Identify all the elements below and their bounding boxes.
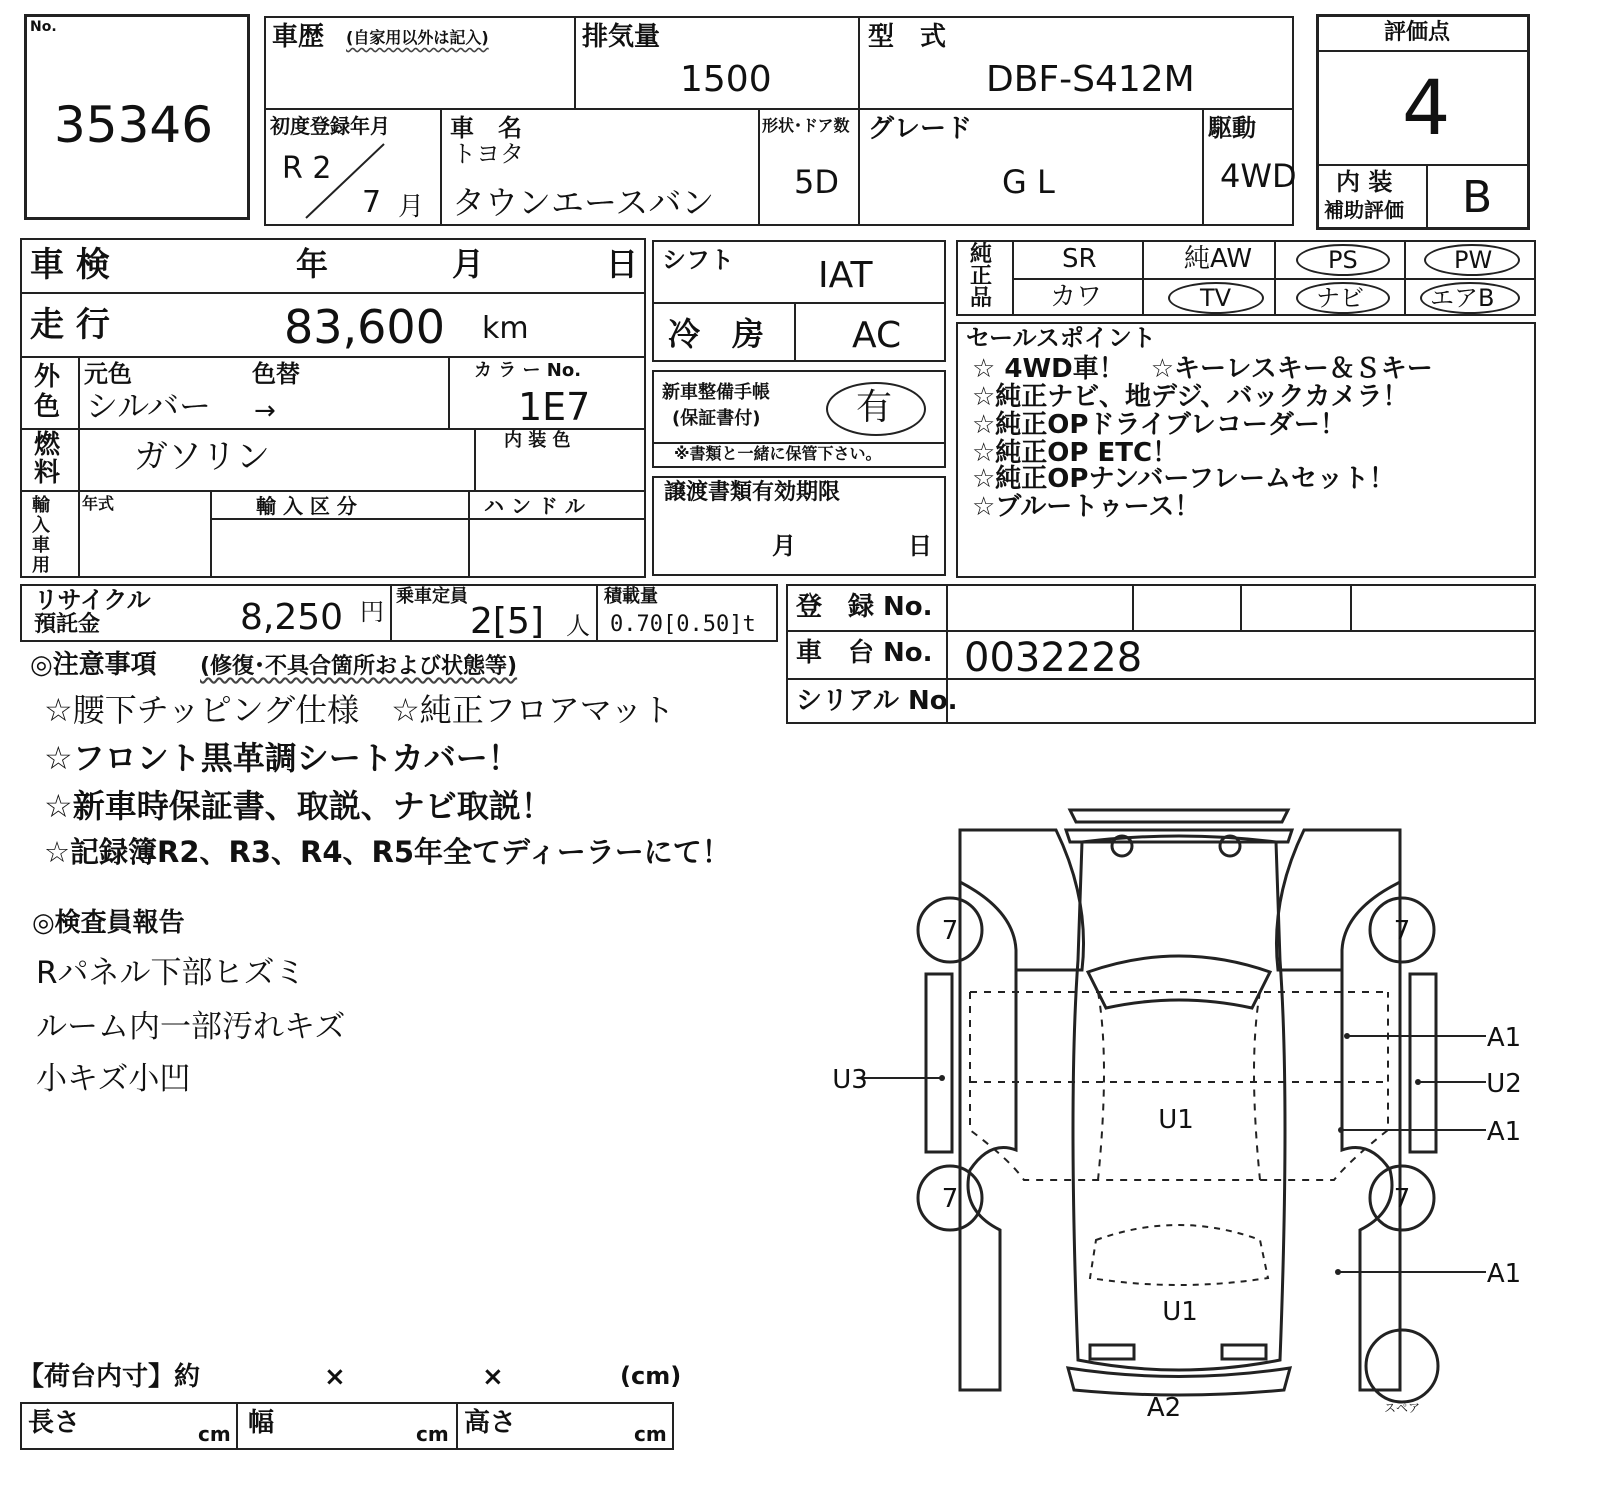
transfer-label: 譲渡書類有効期限 bbox=[664, 480, 841, 505]
recycle-unit: 円 bbox=[360, 598, 384, 626]
cargo-times-2: × bbox=[482, 1362, 504, 1392]
note-line-2: ☆フロント黒革調シートカバー！ bbox=[44, 739, 520, 777]
ac-label: 冷 房 bbox=[668, 315, 765, 353]
score-value: 4 bbox=[1402, 63, 1451, 152]
equip-airbag: エアB bbox=[1430, 284, 1495, 312]
exterior-label-2: 色 bbox=[34, 392, 61, 422]
exterior-color-value: シルバー bbox=[86, 387, 211, 425]
notes-title: ◎注意事項 bbox=[30, 650, 157, 680]
equip-leather: カワ bbox=[1050, 282, 1103, 312]
serial-no-label: シリアル No. bbox=[796, 686, 958, 716]
first-reg-label: 初度登録年月 bbox=[270, 114, 390, 138]
cargo-table bbox=[20, 1402, 674, 1450]
manual-label-2: (保証書付) bbox=[672, 408, 761, 429]
car-name: タウンエースバン bbox=[452, 183, 715, 222]
load-value: 0.70[0.50]t bbox=[610, 612, 756, 637]
capacity-label: 乗車定員 bbox=[396, 586, 468, 607]
color-change-arrow: → bbox=[254, 396, 276, 426]
body-label: 形状･ドア数 bbox=[762, 116, 850, 135]
drive-value: 4WD bbox=[1220, 157, 1297, 195]
fuel-label-1: 燃 bbox=[34, 430, 61, 460]
orig-color-label: 元色 bbox=[84, 360, 132, 388]
handle-label: ハ ン ド ル bbox=[484, 494, 585, 518]
sales-point-line-1: ☆ 4WD車！ ☆キーレスキー＆Ｓキー bbox=[972, 354, 1433, 384]
exterior-label-1: 外 bbox=[34, 362, 61, 392]
cargo-length-label: 長さ bbox=[28, 1408, 81, 1438]
tire-front-left: 7 bbox=[941, 1184, 959, 1214]
equip-sr: SR bbox=[1062, 244, 1097, 274]
fuel-value: ガソリン bbox=[134, 437, 270, 477]
cargo-times-1: × bbox=[324, 1362, 346, 1392]
reg-no-label: 登 録 No. bbox=[796, 592, 933, 622]
car-maker: トヨタ bbox=[452, 140, 524, 168]
note-line-4: ☆記録簿R2、R3、R4、R5年全てディーラーにて！ bbox=[44, 835, 731, 869]
grade-value: G L bbox=[1002, 163, 1055, 201]
equip-tv: TV bbox=[1200, 284, 1232, 312]
note-line-1: ☆腰下チッピング仕様 ☆純正フロアマット bbox=[44, 691, 675, 729]
spare-label: スペア bbox=[1383, 1401, 1421, 1415]
mileage-value: 83,600 bbox=[284, 300, 445, 354]
inspector-line-2: ルーム内一部汚れキズ bbox=[36, 1009, 346, 1045]
model-code-label: 型 式 bbox=[868, 22, 947, 52]
fuel-label-2: 料 bbox=[34, 458, 61, 488]
notes-subtitle: (修復･不具合箇所および状態等) bbox=[200, 654, 518, 679]
cargo-height-label: 高さ bbox=[464, 1408, 517, 1438]
ac-value: AC bbox=[852, 315, 902, 356]
mark-a1-upper: A1 bbox=[1486, 1023, 1522, 1053]
sales-points-label: セールスポイント bbox=[966, 324, 1156, 352]
sales-point-line-6: ☆ブルートゥース！ bbox=[972, 492, 1201, 522]
chassis-no-value: 0032228 bbox=[964, 635, 1143, 681]
sales-point-line-4: ☆純正OP ETC！ bbox=[972, 438, 1179, 468]
displacement-value: 1500 bbox=[680, 59, 772, 100]
inspector-line-1: Rパネル下部ヒズミ bbox=[36, 955, 306, 991]
chassis-no-label: 車 台 No. bbox=[796, 638, 933, 668]
load-label: 積載量 bbox=[604, 586, 658, 607]
capacity-value: 2[5] bbox=[470, 601, 544, 642]
note-line-3: ☆新車時保証書、取説、ナビ取説！ bbox=[44, 787, 553, 825]
recycle-label-2: 預託金 bbox=[34, 612, 101, 637]
grade-label: グレード bbox=[868, 114, 973, 144]
mark-u1-hood: U1 bbox=[1162, 1297, 1198, 1327]
cargo-title: 【荷台内寸】約 bbox=[18, 1362, 201, 1392]
mark-u3: U3 bbox=[832, 1065, 868, 1095]
model-code-value: DBF-S412M bbox=[986, 59, 1195, 100]
manual-note: ※書類と一緒に保管下さい。 bbox=[674, 444, 882, 463]
cargo-length-unit: cm bbox=[198, 1422, 231, 1446]
displacement-label: 排気量 bbox=[582, 22, 661, 52]
color-no-label: カ ラ ー No. bbox=[474, 360, 582, 381]
shift-value: IAT bbox=[818, 255, 873, 296]
car-name-label: 車 名 bbox=[450, 114, 522, 142]
interior-score-label-1: 内 装 bbox=[1336, 168, 1393, 196]
import-year-label: 年式 bbox=[82, 494, 115, 513]
equip-alloy-wheels: 純AW bbox=[1184, 244, 1253, 274]
capacity-unit: 人 bbox=[566, 612, 590, 640]
equip-pw: PW bbox=[1454, 246, 1493, 274]
sales-point-line-3: ☆純正OPドライブレコーダー！ bbox=[972, 410, 1346, 440]
shift-label: シフト bbox=[662, 246, 734, 274]
history-note: (自家用以外は記入) bbox=[346, 28, 489, 47]
tire-rear-right: 7 bbox=[1393, 916, 1411, 946]
inspection-year: 年 bbox=[296, 245, 329, 283]
inspector-line-3: 小キズ小凹 bbox=[36, 1061, 191, 1097]
mark-u1-roof: U1 bbox=[1158, 1105, 1194, 1135]
drive-label: 駆動 bbox=[1208, 114, 1256, 142]
recycle-label-1: リサイクル bbox=[34, 586, 151, 614]
car-condition-diagram bbox=[820, 800, 1540, 1430]
interior-score-value: B bbox=[1462, 172, 1493, 223]
sales-point-line-2: ☆純正ナビ、地デジ、バックカメラ！ bbox=[972, 382, 1409, 412]
score-label: 評価点 bbox=[1384, 20, 1451, 45]
mark-a1-lower: A1 bbox=[1486, 1259, 1522, 1289]
lot-no-label: No. bbox=[30, 19, 57, 35]
mark-a2: A2 bbox=[1146, 1393, 1182, 1423]
recycle-value: 8,250 bbox=[240, 597, 344, 638]
color-no-value: 1E7 bbox=[518, 385, 591, 429]
equip-navi: ナビ bbox=[1316, 284, 1364, 312]
import-side-label: 輸入車用 bbox=[32, 495, 50, 576]
inspection-label: 車 検 bbox=[30, 245, 110, 285]
manual-value: 有 bbox=[856, 387, 893, 428]
color-change-label: 色替 bbox=[252, 360, 300, 388]
inspection-month: 月 bbox=[452, 245, 485, 283]
import-division-label: 輸 入 区 分 bbox=[256, 494, 357, 518]
equipment-label: 純正品 bbox=[970, 242, 993, 311]
transfer-month: 月 bbox=[772, 532, 796, 560]
cargo-width-unit: cm bbox=[416, 1422, 449, 1446]
lot-number: 35346 bbox=[54, 96, 214, 154]
cargo-width-label: 幅 bbox=[248, 1408, 275, 1438]
equip-ps: PS bbox=[1328, 246, 1358, 274]
transfer-day: 日 bbox=[908, 532, 932, 560]
mileage-label: 走 行 bbox=[30, 305, 110, 345]
inspector-title: ◎検査員報告 bbox=[32, 908, 185, 938]
inspection-day: 日 bbox=[606, 245, 639, 283]
mark-u2: U2 bbox=[1486, 1069, 1522, 1099]
cargo-unit: (cm) bbox=[620, 1362, 682, 1390]
history-label: 車歴 bbox=[272, 22, 325, 52]
interior-color-label: 内 装 色 bbox=[504, 430, 571, 451]
first-reg-era: R 2 bbox=[282, 151, 332, 186]
sales-point-line-5: ☆純正OPナンバーフレームセット！ bbox=[972, 464, 1396, 494]
mileage-unit: km bbox=[482, 311, 529, 346]
cargo-height-unit: cm bbox=[634, 1422, 667, 1446]
tire-rear-left: 7 bbox=[941, 916, 959, 946]
interior-score-label-2: 補助評価 bbox=[1324, 198, 1404, 222]
body-value: 5D bbox=[794, 163, 839, 201]
mark-a1-middle: A1 bbox=[1486, 1117, 1522, 1147]
first-reg-month: 7 bbox=[362, 185, 382, 220]
first-reg-month-unit: 月 bbox=[398, 192, 425, 222]
manual-label-1: 新車整備手帳 bbox=[662, 382, 770, 403]
tire-front-right: 7 bbox=[1393, 1184, 1411, 1214]
